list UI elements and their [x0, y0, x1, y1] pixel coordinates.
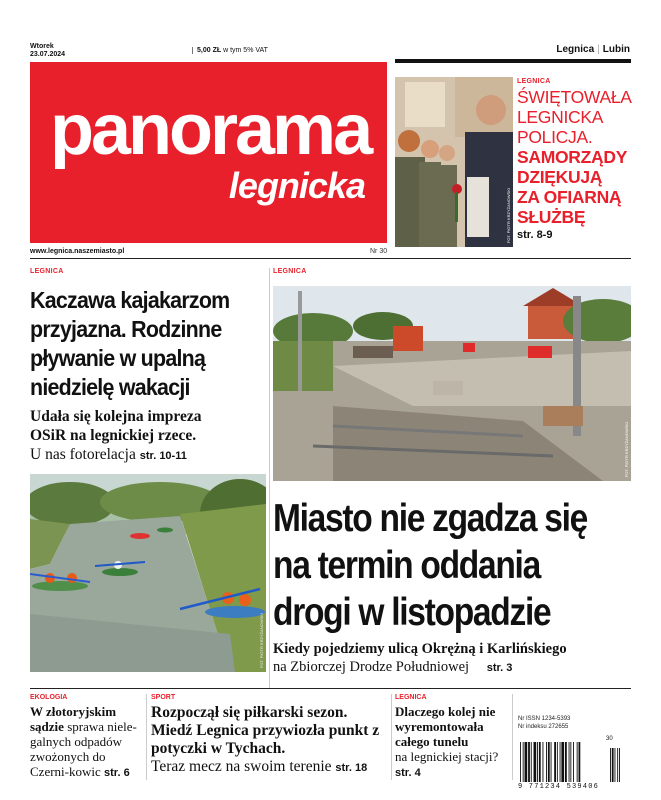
top-rule	[395, 59, 631, 63]
main-kicker: LEGNICA	[273, 268, 307, 275]
divider	[30, 688, 631, 689]
barcode-digits: 9 771234 539406	[518, 783, 600, 791]
barcode-addon: 30	[606, 736, 613, 742]
teaser-page-ref: str. 18	[335, 762, 368, 774]
promo-story[interactable]	[517, 78, 633, 241]
teaser-text: Dlaczego kolej nie wyremontowała całego tunelu na legnickiej stacji? str. 4	[395, 704, 499, 779]
edition-label: Legnica | Lubin	[556, 44, 630, 55]
left-subheadline: Udała się kolejna impreza OSiR na legnickiej rzece.	[30, 408, 202, 444]
teaser-ecology[interactable]	[30, 694, 142, 781]
site-url[interactable]: www.legnica.naszemiasto.pl	[30, 248, 125, 255]
teaser-divider	[391, 694, 392, 780]
issn-info: Nr ISSN 1234-5393 Nr indeksu 272655	[518, 716, 571, 730]
left-headline: Kaczawa kajakarzom przyjazna. Rodzinne pływanie w upalną niedzielę wakacji	[30, 287, 230, 400]
main-article-kicker-area	[273, 268, 631, 275]
issue-date: Wtorek 23.07.2024	[30, 43, 66, 58]
teaser-railway[interactable]	[395, 694, 507, 781]
police-ceremony-photo[interactable]	[395, 77, 513, 247]
masthead[interactable]	[30, 62, 387, 243]
photo-credit: FOT. PIOTR KRZYŻANOWSKI	[259, 612, 264, 668]
kayak-photo[interactable]	[30, 474, 266, 672]
road-construction-photo[interactable]	[273, 286, 631, 481]
main-headline[interactable]: Miasto nie zgadza się na termin oddania drogi w listopadzie	[273, 497, 587, 634]
main-page-ref: str. 3	[486, 662, 513, 674]
teaser-kicker: LEGNICA	[395, 694, 427, 701]
teaser-divider	[512, 694, 513, 780]
issue-number: Nr 30	[370, 248, 388, 255]
left-article[interactable]	[30, 268, 266, 466]
teaser-text: Rozpoczął się piłkarski sezon. Miedź Legnica przywiozła punkt z potyczki w Tychach. Teraz mecz na swoim terenie str. 18	[151, 704, 380, 775]
promo-headline: ŚWIĘTOWAŁA LEGNICKA POLICJA. SAMORZĄDY DZIĘKUJĄ ZA OFIARNĄ SŁUŻBĘ	[517, 87, 632, 227]
masthead-title: panorama	[50, 90, 371, 170]
photo-credit: FOT. PIOTR KRZYŻANOWSKI	[506, 187, 511, 243]
teaser-page-ref: str. 4	[395, 767, 421, 779]
left-subline: U nas fotorelacja str. 10-11	[30, 446, 187, 463]
teaser-page-ref: str. 6	[104, 767, 130, 779]
promo-page-ref: str. 8-9	[517, 229, 553, 241]
teaser-divider	[146, 694, 147, 780]
teaser-kicker: EKOLOGIA	[30, 694, 68, 701]
barcode	[518, 742, 630, 786]
photo-credit: FOT. PIOTR KRZYŻANOWSKI	[624, 421, 629, 477]
masthead-subtitle: legnicka	[228, 165, 365, 206]
teaser-text: W złotoryjskim sądzie sprawa niele-galnych odpadów zwożonych do Czerni-kowic str. 6	[30, 704, 137, 779]
divider	[30, 258, 631, 259]
left-page-ref: str. 10-11	[139, 450, 187, 462]
teaser-kicker: SPORT	[151, 694, 176, 701]
main-subheadline: Kiedy pojedziemy ulicą Okrężną i Karlińskiego na Zbiorczej Drodze Południowej str. 3	[273, 641, 567, 675]
left-kicker: LEGNICA	[30, 268, 64, 275]
promo-kicker: LEGNICA	[517, 78, 551, 85]
price: 5,00 ZŁ w tym 5% VAT	[192, 47, 268, 54]
column-divider	[269, 268, 270, 688]
teaser-sport[interactable]	[151, 694, 387, 777]
